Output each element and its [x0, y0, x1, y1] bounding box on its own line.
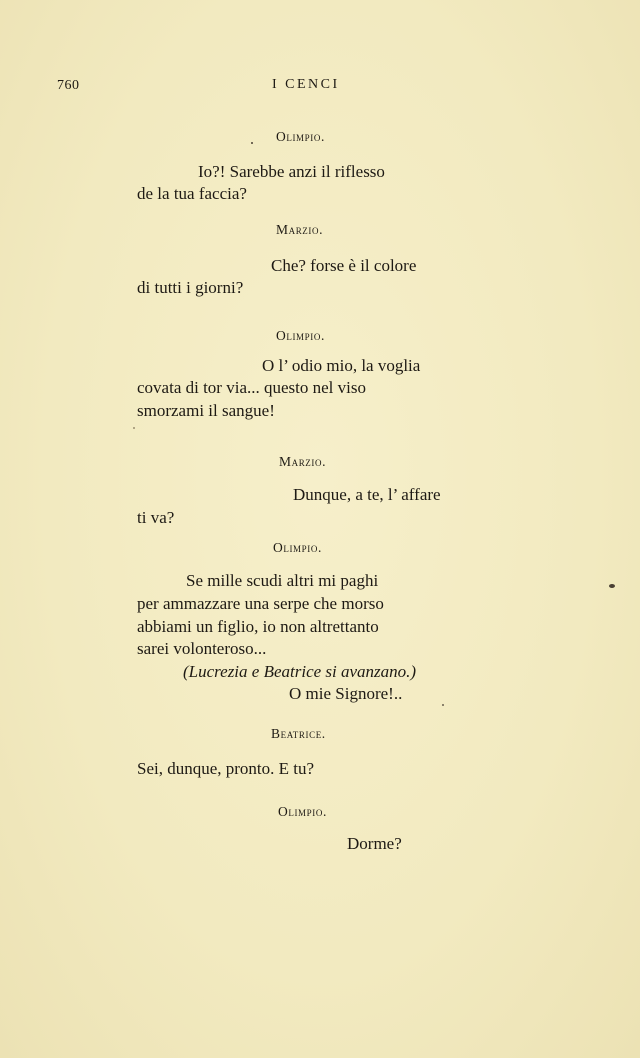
page-number: 760 — [57, 78, 80, 93]
verse-line: Dunque, a te, l’ affare — [293, 485, 441, 504]
speaker-name: Olimpio. — [273, 540, 322, 555]
speaker-name: Olimpio. — [278, 804, 327, 819]
speaker-name: Marzio. — [279, 454, 327, 469]
speaker-name: Marzio. — [276, 222, 324, 237]
paper-speck — [609, 584, 615, 588]
stage-direction: (Lucrezia e Beatrice si avanzano.) — [183, 662, 417, 681]
verse-line: Che? forse è il colore — [271, 256, 417, 275]
verse-line: Sei, dunque, pronto. E tu? — [137, 759, 315, 778]
verse-line: ti va? — [137, 508, 175, 527]
verse-line: sarei volonteroso... — [137, 639, 267, 658]
verse-line: per ammazzare una serpe che morso — [137, 594, 384, 613]
speaker-name: Olimpio. — [276, 129, 325, 144]
verse-line: Dorme? — [347, 834, 402, 853]
paper-speck — [251, 142, 253, 144]
verse-line: Io?! Sarebbe anzi il riflesso — [198, 162, 385, 181]
speaker-name: Olimpio. — [276, 328, 325, 343]
speaker-name: Beatrice. — [271, 726, 326, 741]
verse-line: covata di tor via... questo nel viso — [137, 378, 366, 397]
running-title: I CENCI — [272, 77, 340, 92]
verse-line: abbiami un figlio, io non altrettanto — [137, 617, 379, 636]
verse-line: di tutti i giorni? — [137, 278, 244, 297]
paper-speck — [442, 704, 444, 706]
verse-line: Se mille scudi altri mi paghi — [186, 571, 379, 590]
verse-line: de la tua faccia? — [137, 184, 247, 203]
verse-line: O l’ odio mio, la voglia — [262, 356, 421, 375]
verse-line: smorzami il sangue! — [137, 401, 275, 420]
verse-line: O mie Signore!.. — [289, 684, 403, 703]
paper-speck — [133, 427, 135, 429]
